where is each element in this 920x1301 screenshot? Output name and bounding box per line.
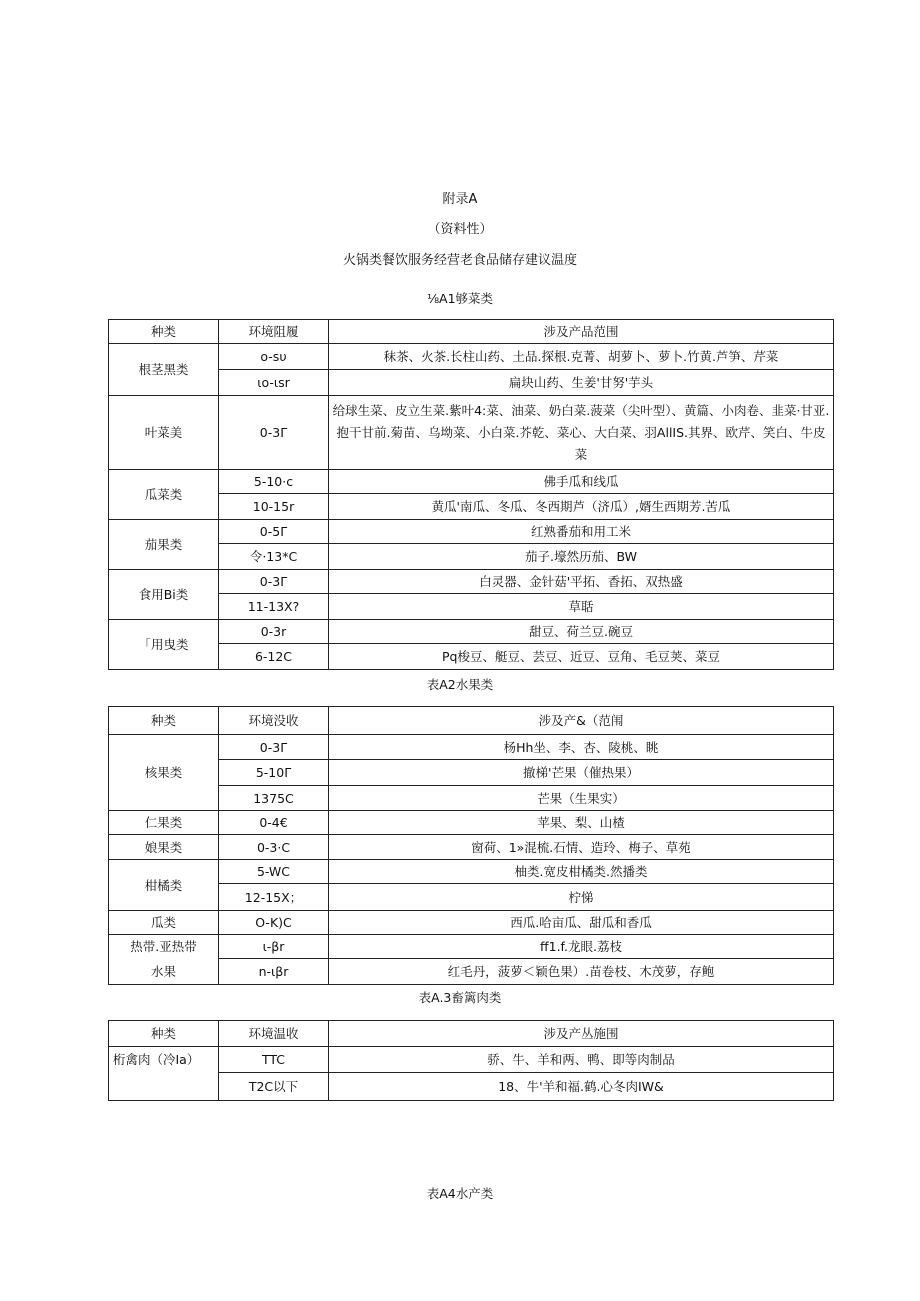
- category-cell-continued: 水果: [109, 959, 219, 985]
- range-cell: 秣茶、火茶.长柱山药、土品.探根.克菁、胡萝卜、萝卜.竹黄.芦笋、芹菜: [329, 344, 834, 370]
- range-cell: 撤梯'芒果（催热果）: [329, 760, 834, 786]
- table3-header-row: [109, 1021, 834, 1047]
- table2: [108, 706, 834, 985]
- category-cell: 茄果类: [109, 520, 219, 570]
- range-cell: 黄瓜'南瓜、冬瓜、冬西期芦（济瓜）,婿生西期芳.苦瓜: [329, 494, 834, 520]
- table-row: [109, 860, 834, 884]
- header-range: 涉及产丛施围: [329, 1021, 834, 1047]
- table-row: [109, 570, 834, 594]
- category-cell-empty: [109, 1073, 219, 1101]
- table3-caption: 表A.3畜篱肉类: [418, 990, 502, 1005]
- range-cell: 扁块山药、生姜'甘努'芋头: [329, 370, 834, 396]
- temp-cell: 0-3r: [219, 620, 329, 644]
- range-cell: 18、牛'羊和福.鹤.心冬肉IW&: [329, 1073, 834, 1101]
- temp-cell: 5-10·c: [219, 470, 329, 494]
- temp-cell: 12-15X；: [219, 884, 329, 911]
- temp-cell: 5-10Γ: [219, 760, 329, 786]
- table-row: [109, 520, 834, 544]
- range-cell: 红毛丹，菠萝＜颖色果）.苗卷枝、木茂萝，存鲍: [329, 959, 834, 985]
- table-row: [109, 470, 834, 494]
- range-cell: 草聒: [329, 594, 834, 620]
- temp-cell: 0-5Γ: [219, 520, 329, 544]
- table-row: [109, 811, 834, 835]
- category-cell: 柑橘类: [109, 860, 219, 911]
- table1-header-row: [109, 320, 834, 344]
- table-row: [109, 935, 834, 959]
- range-cell: 骄、牛、羊和两、鸭、即等肉制品: [329, 1047, 834, 1073]
- table2-header-row: [109, 707, 834, 735]
- temp-cell: 5-WC: [219, 860, 329, 884]
- header-temperature: 环境温收: [219, 1021, 329, 1047]
- category-cell: 叶菜美: [109, 396, 219, 470]
- range-cell: 西瓜.哈亩瓜、甜瓜和香瓜: [329, 911, 834, 935]
- temp-cell: n-ιβr: [219, 959, 329, 985]
- table1: [108, 319, 834, 670]
- temp-cell: 6-12C: [219, 644, 329, 670]
- category-cell: 桁禽肉（冷Ia）: [109, 1047, 219, 1073]
- temp-cell: 10-15r: [219, 494, 329, 520]
- temp-cell: ι-βr: [219, 935, 329, 959]
- category-cell: 娘果类: [109, 835, 219, 860]
- category-cell: 根茎黑类: [109, 344, 219, 396]
- table-row: [109, 735, 834, 760]
- table-row: [109, 959, 834, 985]
- temp-cell: 0-3Γ: [219, 396, 329, 470]
- table-row: [109, 1047, 834, 1073]
- temp-cell: 0-3·C: [219, 835, 329, 860]
- temp-cell: 令·13*C: [219, 544, 329, 570]
- temp-cell: T2C以下: [219, 1073, 329, 1101]
- range-cell: 窗荷、1»混梳.石情、造玲、梅子、草苑: [329, 835, 834, 860]
- temp-cell: o-sυ: [219, 344, 329, 370]
- range-cell: 芒果（生果实）: [329, 786, 834, 811]
- header-range: 涉及产品范围: [329, 320, 834, 344]
- temp-cell: 0-3Γ: [219, 570, 329, 594]
- category-cell: 「用曳类: [109, 620, 219, 670]
- table4-caption: 表A4水产类: [426, 1186, 494, 1201]
- category-cell: 仁果类: [109, 811, 219, 835]
- table-row: [109, 911, 834, 935]
- table-row: [109, 396, 834, 470]
- header-temperature: 环境阻履: [219, 320, 329, 344]
- range-cell: 柠悌: [329, 884, 834, 911]
- category-cell: 瓜菜类: [109, 470, 219, 520]
- range-cell: 茄子.壕然历茄、BW: [329, 544, 834, 570]
- category-cell: 核果类: [109, 735, 219, 811]
- range-cell: 苹果、梨、山楂: [329, 811, 834, 835]
- category-cell: 食用Bi类: [109, 570, 219, 620]
- temp-cell: O-K)C: [219, 911, 329, 935]
- table-row: [109, 1073, 834, 1101]
- appendix-heading: 火锅类餐饮服务经营老食品储存建议温度: [342, 253, 577, 268]
- temp-cell: 0-4€: [219, 811, 329, 835]
- table2-caption: 表A2水果类: [426, 677, 494, 692]
- range-cell: 佛手瓜和线瓜: [329, 470, 834, 494]
- range-cell: 柚类.宽皮柑橘类.然播类: [329, 860, 834, 884]
- category-cell: 热带.亚热带: [109, 935, 219, 959]
- header-temperature: 环境没收: [219, 707, 329, 735]
- temp-cell: 0-3Γ: [219, 735, 329, 760]
- temp-cell: 1375C: [219, 786, 329, 811]
- range-cell: 杨Hh坐、李、杏、陵桃、眺: [329, 735, 834, 760]
- appendix-title: 附录A: [442, 192, 478, 207]
- table-row: [109, 344, 834, 370]
- category-cell: 瓜类: [109, 911, 219, 935]
- range-cell: 给球生菜、皮立生菜.紫叶4:菜、油菜、奶白菜.菠菜（尖叶型）、黄篇、小肉卷、韭菜·甘亚.抱干甘前.菊苗、乌坳菜、小白菜.芥乾、菜心、大白菜、羽AllIS.其界、欧芹、笑白、牛皮菜: [329, 396, 834, 470]
- table-row: [109, 620, 834, 644]
- temp-cell: ιo-ιsr: [219, 370, 329, 396]
- table3: [108, 1020, 834, 1101]
- appendix-subtitle: （资料性）: [427, 222, 493, 237]
- header-range: 涉及产&（范闱: [329, 707, 834, 735]
- range-cell: ff1.f.龙眼.荔枝: [329, 935, 834, 959]
- range-cell: Pq梭豆、艇豆、芸豆、近豆、豆角、毛豆荚、菜豆: [329, 644, 834, 670]
- header-category: 种类: [109, 1021, 219, 1047]
- temp-cell: TTC: [219, 1047, 329, 1073]
- range-cell: 白灵器、金针菇'平拓、香拓、双热盛: [329, 570, 834, 594]
- range-cell: 甜豆、荷兰豆.碗豆: [329, 620, 834, 644]
- header-category: 种类: [109, 707, 219, 735]
- range-cell: 红熟番茄和用工米: [329, 520, 834, 544]
- header-category: 种类: [109, 320, 219, 344]
- table1-caption: ⅛A1够菜类: [426, 291, 494, 306]
- table-row: [109, 835, 834, 860]
- temp-cell: 11-13X?: [219, 594, 329, 620]
